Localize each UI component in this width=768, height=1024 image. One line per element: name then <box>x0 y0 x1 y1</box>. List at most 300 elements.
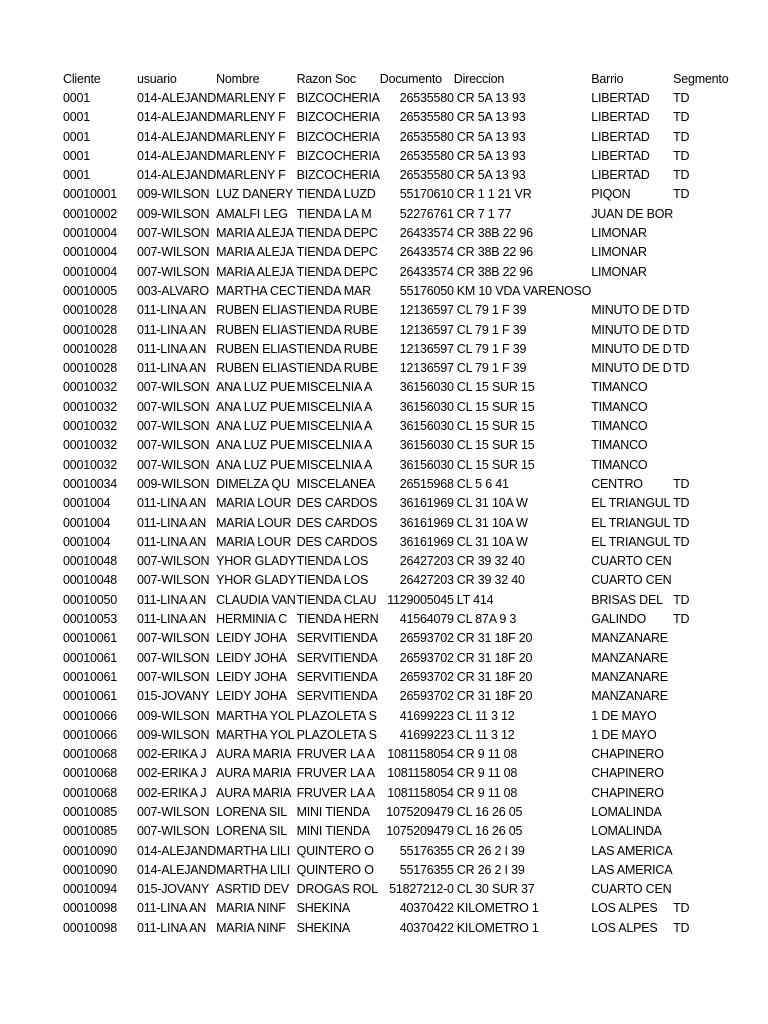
table-row <box>63 224 747 243</box>
cell-barrio: MINUTO DE D <box>591 303 672 318</box>
cell-direccion: CR 31 18F 20 <box>456 650 533 665</box>
cell-documento: 26593702 <box>399 669 454 684</box>
table-row <box>63 571 747 590</box>
column-header-usuario: usuario <box>137 72 177 86</box>
cell-razon-soc: PLAZOLETA S <box>296 727 377 742</box>
cell-direccion: CR 7 1 77 <box>456 206 512 221</box>
cell-razon-soc: TIENDA RUBE <box>296 303 378 318</box>
cell-usuario: 014-ALEJAND <box>137 862 217 877</box>
cell-usuario: 009-WILSON <box>137 206 210 221</box>
column-header-razon-soc: Razon Soc <box>296 72 356 86</box>
cell-cliente: 00010085 <box>63 824 118 839</box>
cell-nombre: LORENA SIL <box>216 824 288 839</box>
table-row <box>63 803 747 822</box>
cell-usuario: 007-WILSON <box>137 226 210 241</box>
cell-nombre: RUBEN ELIAS <box>216 361 297 376</box>
cell-barrio: 1 DE MAYO <box>591 708 657 723</box>
cell-direccion: CL 11 3 12 <box>456 727 515 742</box>
cell-documento: 36156030 <box>399 438 454 453</box>
cell-cliente: 00010048 <box>63 573 118 588</box>
cell-barrio: PIQON <box>591 187 631 202</box>
cell-razon-soc: MINI TIENDA <box>296 824 370 839</box>
cell-segmento <box>673 224 747 243</box>
cell-usuario: 003-ALVARO <box>137 283 209 298</box>
cell-usuario: 007-WILSON <box>137 419 210 434</box>
cell-razon-soc: BIZCOCHERIA <box>296 110 380 125</box>
cell-barrio: TIMANCO <box>591 380 648 395</box>
cell-cliente: 00010032 <box>63 457 118 472</box>
cell-barrio: BRISAS DEL <box>591 592 663 607</box>
cell-direccion: CR 38B 22 96 <box>456 245 533 260</box>
cell-usuario: 011-LINA AN <box>137 361 207 376</box>
cell-direccion: CR 31 18F 20 <box>456 631 533 646</box>
cell-barrio: LOMALINDA <box>591 804 662 819</box>
table-row <box>63 629 747 648</box>
cell-segmento <box>673 880 747 899</box>
column-header-segmento: Segmento <box>673 72 729 86</box>
cell-cliente: 00010028 <box>63 303 118 318</box>
cell-usuario: 011-LINA AN <box>137 303 207 318</box>
cell-documento: 26535580 <box>399 91 454 105</box>
cell-nombre: ANA LUZ PUE <box>216 457 296 472</box>
table-row <box>63 205 747 224</box>
cell-barrio: CUARTO CEN <box>591 882 672 897</box>
cell-razon-soc: PLAZOLETA S <box>296 708 377 723</box>
cell-direccion: CL 79 1 F 39 <box>456 361 527 376</box>
cell-direccion: CL 79 1 F 39 <box>456 341 527 356</box>
cell-razon-soc: SERVITIENDA <box>296 650 378 665</box>
table-row <box>63 919 747 938</box>
cell-cliente: 00010053 <box>63 612 118 627</box>
cell-nombre: MARIA ALEJA <box>216 245 294 260</box>
cell-nombre: MARLENY F <box>216 148 286 163</box>
cell-usuario: 009-WILSON <box>137 476 210 491</box>
cell-documento: 1081158054 <box>387 766 454 781</box>
cell-documento: 40370422 <box>399 901 454 916</box>
cell-nombre: RUBEN ELIAS <box>216 322 297 337</box>
cell-documento: 36161969 <box>399 534 454 549</box>
cell-direccion: CR 1 1 21 VR <box>456 187 532 202</box>
cell-barrio: JUAN DE BOR <box>591 206 674 221</box>
cell-nombre: AURA MARIA <box>216 766 292 781</box>
cell-barrio: LOS ALPES <box>591 901 658 916</box>
cell-documento: 1129005045 <box>387 592 454 607</box>
cell-cliente: 00010032 <box>63 399 118 414</box>
cell-barrio: LIBERTAD <box>591 110 650 125</box>
cell-barrio: CHAPINERO <box>591 766 664 781</box>
cell-segmento <box>673 378 747 397</box>
column-header-direccion: Direccion <box>453 72 505 86</box>
cell-documento: 40370422 <box>399 920 454 935</box>
cell-barrio: LIBERTAD <box>591 129 650 144</box>
cell-barrio: LIMONAR <box>591 245 647 260</box>
table-row <box>63 649 747 668</box>
cell-usuario: 011-LINA AN <box>137 901 207 916</box>
cell-cliente: 00010004 <box>63 245 118 260</box>
cell-documento: 26593702 <box>399 631 454 646</box>
cell-razon-soc: BIZCOCHERIA <box>296 91 380 105</box>
cell-nombre: MARIA LOUR <box>216 496 292 511</box>
cell-razon-soc: TIENDA DEPC <box>296 226 378 241</box>
cell-segmento: TD <box>673 920 690 935</box>
cell-cliente: 00010028 <box>63 341 118 356</box>
cell-direccion: KM 10 VDA VARENOSO <box>456 283 592 298</box>
cell-segmento <box>673 571 747 590</box>
cell-documento: 26535580 <box>399 168 454 183</box>
cell-segmento <box>673 784 747 803</box>
cell-cliente: 00010032 <box>63 419 118 434</box>
cell-segmento <box>673 263 747 282</box>
cell-documento: 41564079 <box>399 612 454 627</box>
cell-documento: 1075209479 <box>386 824 454 839</box>
cell-nombre: YHOR GLADY <box>216 573 297 588</box>
table-row <box>63 707 747 726</box>
cell-razon-soc: QUINTERO O <box>296 843 374 858</box>
cell-nombre: MARIA ALEJA <box>216 264 294 279</box>
table-row <box>63 243 747 262</box>
cell-usuario: 007-WILSON <box>137 631 210 646</box>
cell-barrio: GALINDO <box>591 612 647 627</box>
cell-nombre: LUZ DANERY <box>216 187 294 202</box>
cell-cliente: 00010034 <box>63 476 118 491</box>
table-row <box>63 533 747 552</box>
cell-usuario: 011-LINA AN <box>137 612 207 627</box>
table-row <box>63 822 747 841</box>
cell-direccion: CR 26 2 I 39 <box>456 862 525 877</box>
table-row <box>63 784 747 803</box>
cell-documento: 26433574 <box>399 245 454 260</box>
table-row <box>63 842 747 861</box>
cell-barrio: TIMANCO <box>591 457 648 472</box>
cell-nombre: MARTHA YOL <box>216 727 295 742</box>
cell-nombre: LEIDY JOHA <box>216 650 287 665</box>
cell-cliente: 00010061 <box>63 669 118 684</box>
cell-razon-soc: MISCELNIA A <box>296 457 373 472</box>
cell-razon-soc: SHEKINA <box>296 901 351 916</box>
cell-segmento <box>673 629 747 648</box>
cell-direccion: CL 11 3 12 <box>456 708 515 723</box>
cell-nombre: MARIA ALEJA <box>216 226 294 241</box>
cell-barrio: LIMONAR <box>591 226 647 241</box>
cell-barrio: TIMANCO <box>591 419 648 434</box>
cell-razon-soc: TIENDA HERN <box>296 612 379 627</box>
cell-nombre: HERMINIA C <box>216 612 288 627</box>
table-row <box>63 185 747 204</box>
cell-razon-soc: TIENDA RUBE <box>296 341 378 356</box>
cell-barrio <box>591 282 673 301</box>
cell-documento: 36161969 <box>399 515 454 530</box>
cell-razon-soc: TIENDA DEPC <box>296 264 378 279</box>
cell-direccion: KILOMETRO 1 <box>456 920 539 935</box>
cell-barrio: LIBERTAD <box>591 168 650 183</box>
cell-usuario: 015-JOVANY <box>137 689 210 704</box>
cell-direccion: KILOMETRO 1 <box>456 901 539 916</box>
table-row <box>63 398 747 417</box>
cell-razon-soc: SERVITIENDA <box>296 631 378 646</box>
cell-usuario: 011-LINA AN <box>137 920 207 935</box>
cell-segmento: TD <box>673 110 690 125</box>
cell-cliente: 00010032 <box>63 438 118 453</box>
cell-segmento: TD <box>673 322 690 337</box>
cell-usuario: 011-LINA AN <box>137 496 207 511</box>
cell-direccion: CR 5A 13 93 <box>456 91 526 105</box>
cell-nombre: RUBEN ELIAS <box>216 341 297 356</box>
table-row <box>63 591 747 610</box>
cell-documento: 41699223 <box>399 727 454 742</box>
cell-direccion: CR 38B 22 96 <box>456 226 533 241</box>
table-row <box>63 475 747 494</box>
cell-segmento: TD <box>673 341 690 356</box>
cell-direccion: LT 414 <box>456 592 494 607</box>
cell-cliente: 00010002 <box>63 206 118 221</box>
cell-direccion: CR 5A 13 93 <box>456 110 526 125</box>
cell-barrio: MINUTO DE D <box>591 322 672 337</box>
cell-barrio: TIMANCO <box>591 438 648 453</box>
cell-razon-soc: MISCELNIA A <box>296 419 373 434</box>
cell-documento: 26433574 <box>399 264 454 279</box>
table-row <box>63 378 747 397</box>
cell-cliente: 0001004 <box>63 496 111 511</box>
cell-usuario: 007-WILSON <box>137 650 210 665</box>
cell-segmento: TD <box>673 515 690 530</box>
cell-cliente: 00010001 <box>63 187 118 202</box>
spreadsheet-table <box>63 70 747 938</box>
cell-nombre: LEIDY JOHA <box>216 631 287 646</box>
cell-barrio: CENTRO <box>591 476 643 491</box>
cell-razon-soc: SERVITIENDA <box>296 669 378 684</box>
cell-direccion: CR 9 11 08 <box>456 747 518 762</box>
cell-cliente: 00010050 <box>63 592 118 607</box>
cell-nombre: ANA LUZ PUE <box>216 438 296 453</box>
cell-segmento <box>673 243 747 262</box>
cell-direccion: CL 31 10A W <box>456 515 528 530</box>
column-header-nombre: Nombre <box>216 72 260 86</box>
cell-razon-soc: TIENDA LOS <box>296 554 369 569</box>
cell-segmento: TD <box>673 91 690 105</box>
cell-segmento <box>673 668 747 687</box>
cell-usuario: 007-WILSON <box>137 438 210 453</box>
cell-usuario: 007-WILSON <box>137 573 210 588</box>
cell-razon-soc: MISCELNIA A <box>296 438 373 453</box>
cell-barrio: MANZANARE <box>591 631 668 646</box>
cell-razon-soc: DES CARDOS <box>296 496 378 511</box>
cell-segmento: TD <box>673 361 690 376</box>
table-row <box>63 745 747 764</box>
cell-cliente: 00010068 <box>63 766 118 781</box>
cell-segmento: TD <box>673 476 690 491</box>
cell-cliente: 00010098 <box>63 901 118 916</box>
cell-direccion: CR 5A 13 93 <box>456 168 526 183</box>
cell-segmento: TD <box>673 148 690 163</box>
cell-segmento <box>673 436 747 455</box>
table-row <box>63 282 747 301</box>
cell-nombre: ANA LUZ PUE <box>216 380 296 395</box>
cell-direccion: CR 26 2 I 39 <box>456 843 525 858</box>
cell-barrio: LIBERTAD <box>591 91 650 105</box>
table-row <box>63 436 747 455</box>
cell-segmento <box>673 726 747 745</box>
cell-segmento <box>673 707 747 726</box>
table-row <box>63 417 747 436</box>
cell-usuario: 007-WILSON <box>137 804 210 819</box>
cell-segmento: TD <box>673 129 690 144</box>
cell-direccion: CL 5 6 41 <box>456 476 509 491</box>
cell-usuario: 007-WILSON <box>137 245 210 260</box>
cell-usuario: 014-ALEJAND <box>137 168 217 183</box>
cell-segmento <box>673 282 747 301</box>
cell-documento: 36156030 <box>399 399 454 414</box>
cell-documento: 55176355 <box>399 862 454 877</box>
cell-nombre: MARIA LOUR <box>216 534 292 549</box>
cell-segmento <box>673 687 747 706</box>
cell-documento: 1081158054 <box>387 785 454 800</box>
cell-cliente: 00010066 <box>63 708 118 723</box>
cell-documento: 55170610 <box>399 187 454 202</box>
cell-documento: 1075209479 <box>386 804 454 819</box>
cell-usuario: 011-LINA AN <box>137 515 207 530</box>
cell-segmento <box>673 205 747 224</box>
cell-direccion: CR 38B 22 96 <box>456 264 533 279</box>
cell-razon-soc: TIENDA LA M <box>296 206 372 221</box>
cell-usuario: 011-LINA AN <box>137 592 207 607</box>
cell-razon-soc: TIENDA LUZD <box>296 187 376 202</box>
cell-direccion: CL 15 SUR 15 <box>456 457 535 472</box>
table-body <box>63 70 747 938</box>
cell-nombre: RUBEN ELIAS <box>216 303 297 318</box>
cell-segmento: TD <box>673 592 690 607</box>
cell-cliente: 00010061 <box>63 650 118 665</box>
cell-segmento: TD <box>673 612 690 627</box>
cell-nombre: LEIDY JOHA <box>216 689 287 704</box>
cell-usuario: 011-LINA AN <box>137 322 207 337</box>
cell-cliente: 00010085 <box>63 804 118 819</box>
cell-usuario: 014-ALEJAND <box>137 129 217 144</box>
cell-direccion: CR 31 18F 20 <box>456 669 533 684</box>
table-row <box>63 494 747 513</box>
table-row <box>63 610 747 629</box>
cell-barrio: LIMONAR <box>591 264 647 279</box>
cell-usuario: 009-WILSON <box>137 708 210 723</box>
table-row <box>63 726 747 745</box>
cell-documento: 26427203 <box>399 554 454 569</box>
cell-cliente: 00010098 <box>63 920 118 935</box>
cell-cliente: 00010061 <box>63 631 118 646</box>
cell-razon-soc: BIZCOCHERIA <box>296 129 380 144</box>
cell-nombre: MARIA NINF <box>216 920 286 935</box>
cell-direccion: CR 39 32 40 <box>456 573 525 588</box>
cell-usuario: 014-ALEJAND <box>137 148 217 163</box>
cell-direccion: CL 87A 9 3 <box>456 612 517 627</box>
cell-documento: 36156030 <box>399 380 454 395</box>
table-row <box>63 128 747 147</box>
cell-nombre: AURA MARIA <box>216 747 292 762</box>
table-row <box>63 687 747 706</box>
cell-nombre: MARTHA LILI <box>216 862 291 877</box>
cell-nombre: MARLENY F <box>216 129 286 144</box>
cell-segmento <box>673 803 747 822</box>
cell-nombre: MARTHA CEC <box>216 283 296 298</box>
cell-cliente: 0001 <box>63 168 91 183</box>
cell-direccion: CL 79 1 F 39 <box>456 322 527 337</box>
cell-documento: 26427203 <box>399 573 454 588</box>
cell-documento: 26535580 <box>399 129 454 144</box>
cell-usuario: 011-LINA AN <box>137 534 207 549</box>
table-row <box>63 880 747 899</box>
cell-direccion: CR 9 11 08 <box>456 785 518 800</box>
cell-documento: 12136597 <box>399 322 454 337</box>
cell-barrio: TIMANCO <box>591 399 648 414</box>
table-row <box>63 340 747 359</box>
cell-barrio: LAS AMERICA <box>591 843 673 858</box>
table-row <box>63 764 747 783</box>
cell-documento: 26535580 <box>399 148 454 163</box>
cell-razon-soc: QUINTERO O <box>296 862 374 877</box>
cell-barrio: EL TRIANGUL <box>591 496 671 511</box>
cell-documento: 55176355 <box>399 843 454 858</box>
cell-usuario: 009-WILSON <box>137 187 210 202</box>
table-row <box>63 899 747 918</box>
cell-direccion: CL 30 SUR 37 <box>456 882 535 897</box>
cell-usuario: 009-WILSON <box>137 727 210 742</box>
cell-razon-soc: TIENDA RUBE <box>296 361 378 376</box>
cell-segmento <box>673 861 747 880</box>
cell-razon-soc: TIENDA MAR <box>296 283 371 298</box>
cell-segmento <box>673 822 747 841</box>
cell-nombre: MARIA NINF <box>216 901 286 916</box>
cell-barrio: MANZANARE <box>591 689 668 704</box>
cell-razon-soc: TIENDA CLAU <box>296 592 377 607</box>
cell-usuario: 002-ERIKA J <box>137 766 207 781</box>
cell-cliente: 00010028 <box>63 322 118 337</box>
cell-usuario: 014-ALEJAND <box>137 91 217 105</box>
cell-segmento: TD <box>673 187 690 202</box>
cell-cliente: 00010090 <box>63 843 118 858</box>
table-row <box>63 668 747 687</box>
cell-segmento <box>673 417 747 436</box>
column-header-barrio: Barrio <box>591 72 624 86</box>
cell-razon-soc: BIZCOCHERIA <box>296 168 380 183</box>
cell-direccion: CR 5A 13 93 <box>456 129 526 144</box>
table-row <box>63 263 747 282</box>
table-row <box>63 321 747 340</box>
cell-cliente: 00010048 <box>63 554 118 569</box>
cell-direccion: CR 39 32 40 <box>456 554 525 569</box>
cell-documento: 55176050 <box>399 283 454 298</box>
table-row <box>63 89 747 108</box>
cell-razon-soc: SERVITIENDA <box>296 689 378 704</box>
cell-razon-soc: FRUVER LA A <box>296 766 375 781</box>
cell-segmento <box>673 552 747 571</box>
cell-segmento: TD <box>673 534 690 549</box>
cell-cliente: 00010028 <box>63 361 118 376</box>
cell-cliente: 00010068 <box>63 747 118 762</box>
cell-direccion: CR 5A 13 93 <box>456 148 526 163</box>
cell-documento: 26593702 <box>399 689 454 704</box>
cell-segmento <box>673 456 747 475</box>
table-row <box>63 301 747 320</box>
table-row <box>63 166 747 185</box>
cell-direccion: CL 15 SUR 15 <box>456 419 535 434</box>
cell-nombre: ASRTID DEV <box>216 882 289 897</box>
cell-nombre: MARTHA YOL <box>216 708 295 723</box>
cell-razon-soc: SHEKINA <box>296 920 351 935</box>
cell-razon-soc: MINI TIENDA <box>296 804 370 819</box>
cell-documento: 26593702 <box>399 650 454 665</box>
cell-barrio: LAS AMERICA <box>591 862 673 877</box>
table-row <box>63 552 747 571</box>
cell-usuario: 014-ALEJAND <box>137 843 217 858</box>
cell-nombre: MARTHA LILI <box>216 843 291 858</box>
